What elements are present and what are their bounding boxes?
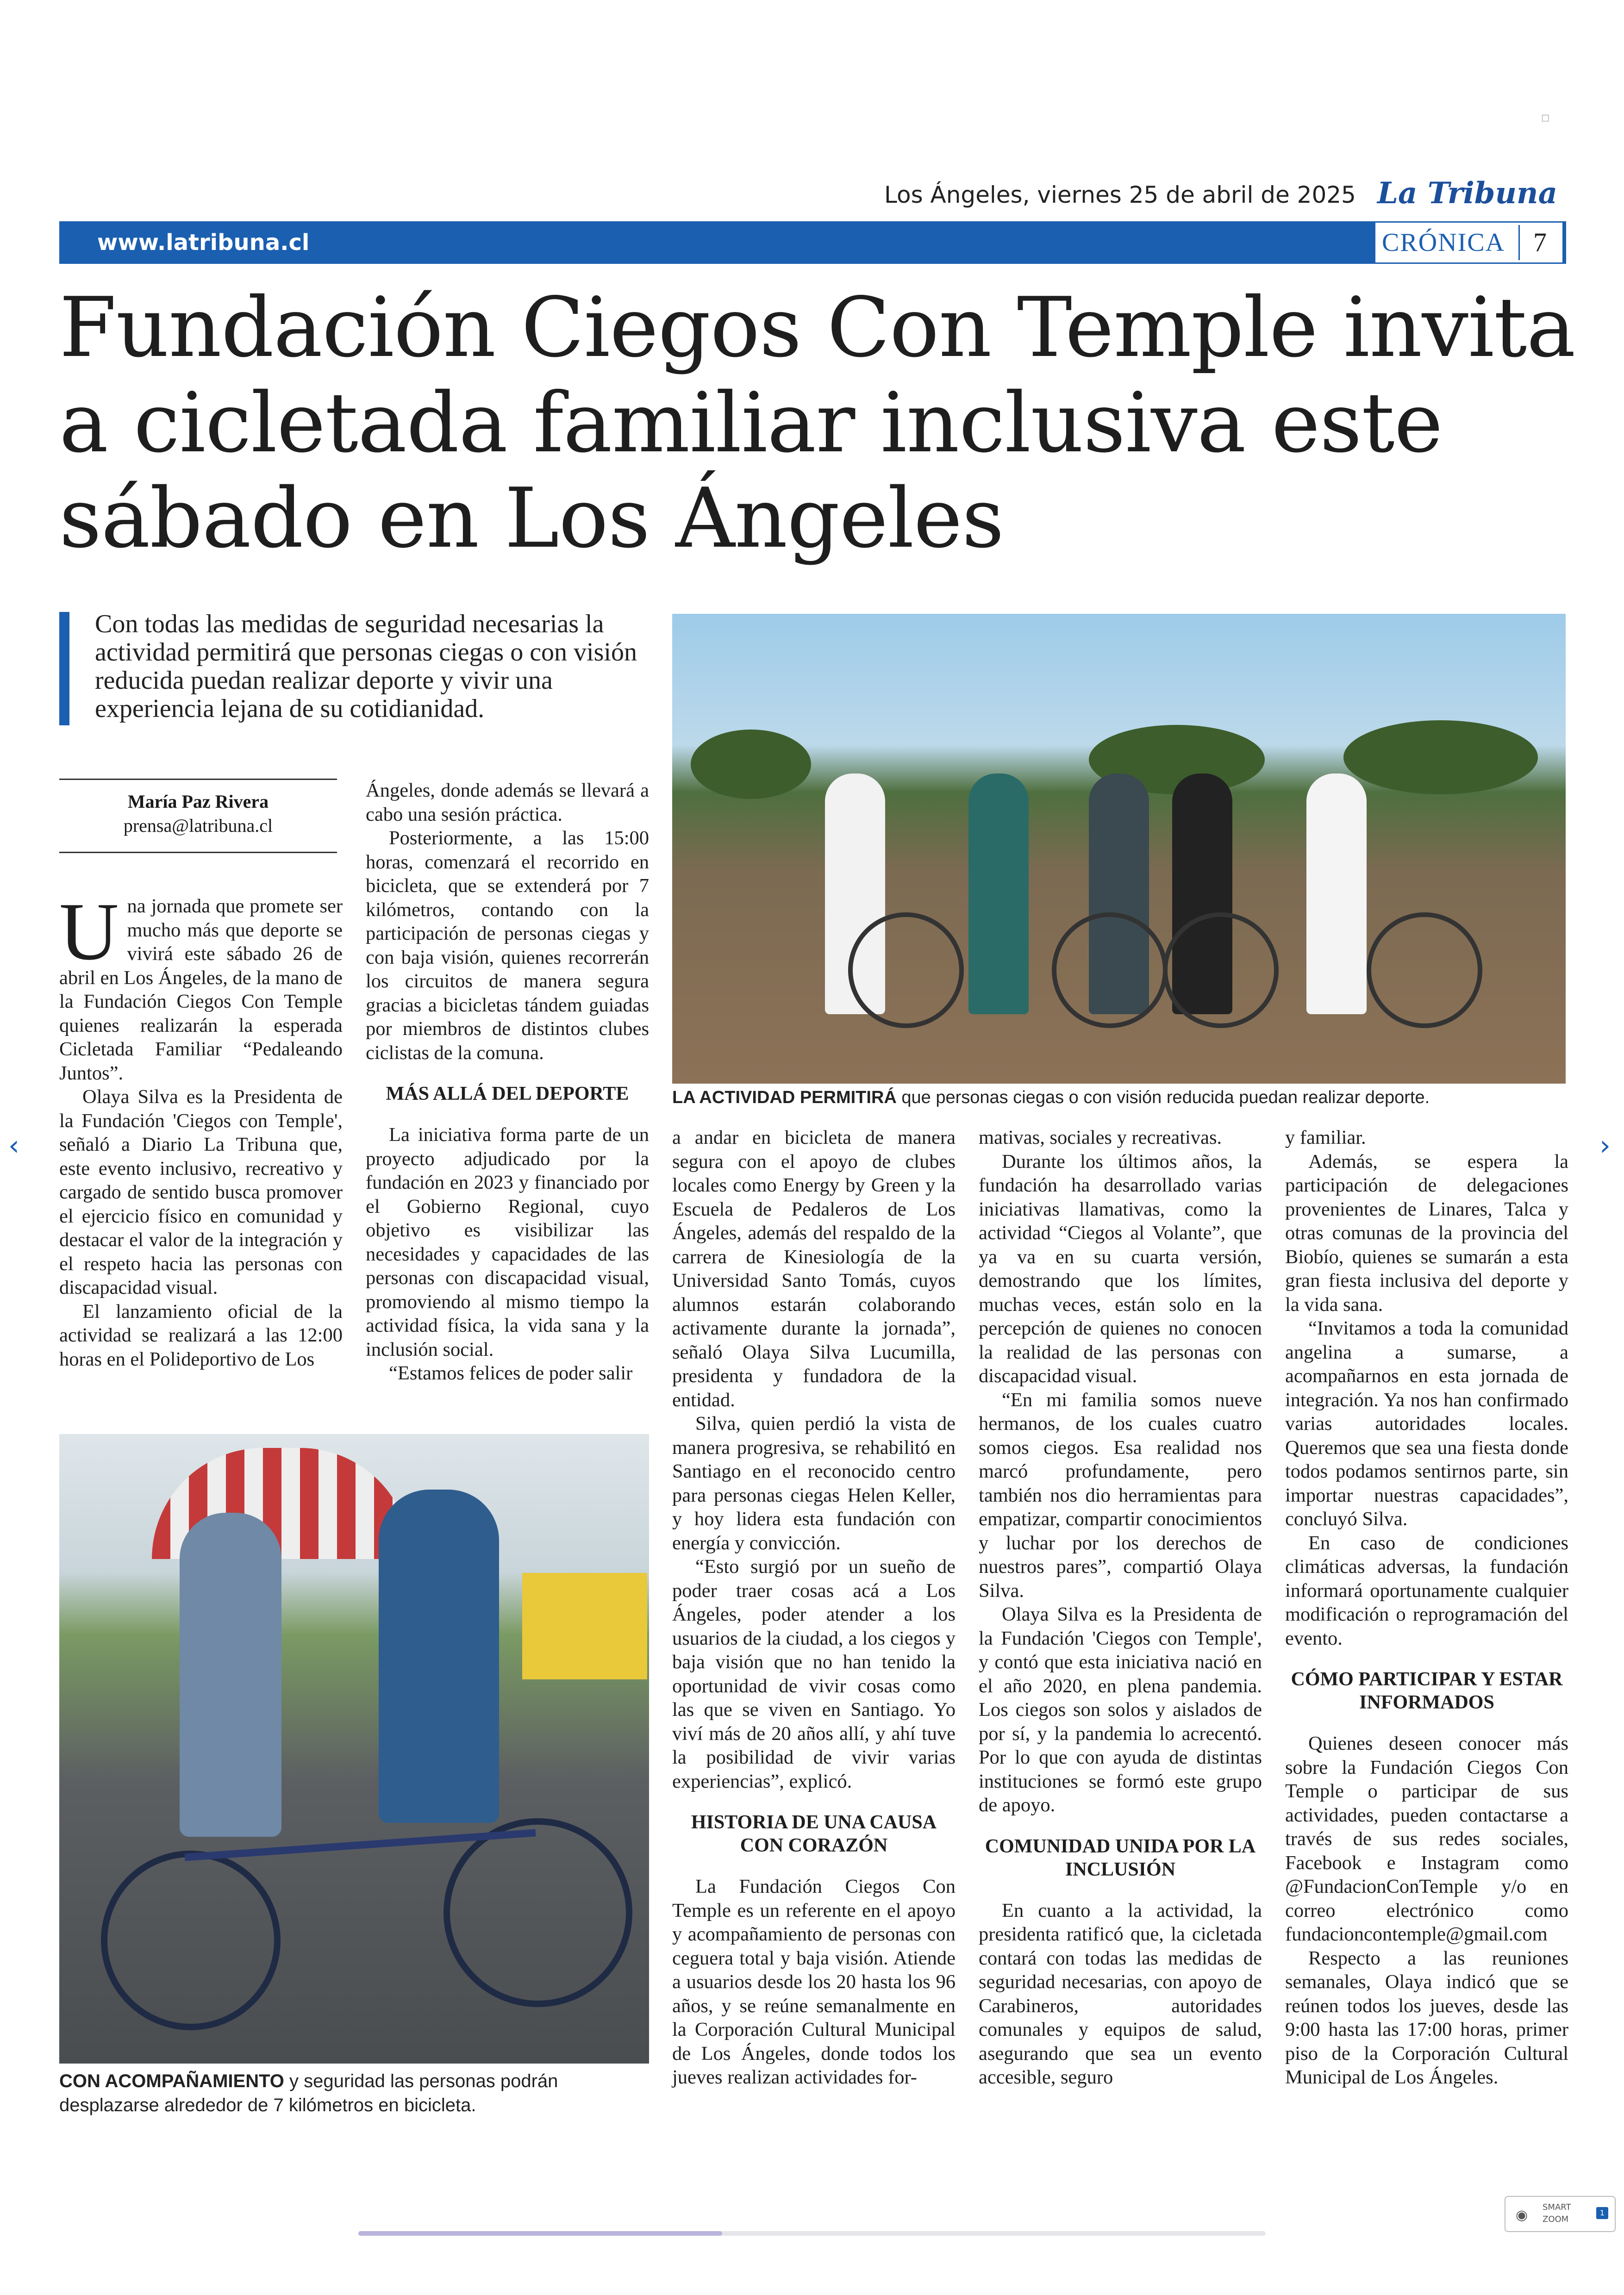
paragraph: En caso de condiciones climáticas adversas, la fundación informará oportunamente cualquier modificación o reprogramación del evento. bbox=[1285, 1532, 1568, 1649]
subhead: HISTORIA DE UNA CAUSA CON CORAZÓN bbox=[691, 1812, 937, 1856]
paragraph: El lanzamiento oficial de la actividad se realizará a las 12:00 horas en el Polideportivo de Los bbox=[59, 1300, 343, 1370]
paragraph: a andar en bicicleta de manera segura con el apoyo de clubes locales como Energy by Green y la Escuela de Pedaleros de Los Ángeles, además del respaldo de la carrera de Kinesiología de la Universidad Santo Tomás, cuyos alumnos estarán colaborando activamente durante la jornada”, señaló Olaya Silva Lucumilla, presidenta y fundadora de la entidad. bbox=[672, 1127, 956, 1411]
page-number: 7 bbox=[1533, 227, 1547, 257]
article-column-4 bbox=[979, 1126, 1262, 2089]
eye-icon: ◉ bbox=[1516, 2207, 1528, 2223]
article-column-3 bbox=[672, 1126, 956, 2089]
paragraph: Silva, quien perdió la vista de manera progresiva, se rehabilitó en Santiago en el reconocido centro para personas ciegas Helen Keller, y hoy lidera esta fundación con energía y convicción. bbox=[672, 1413, 956, 1554]
lede-text: Con todas las medidas de seguridad necesarias la actividad permitirá que personas ciegas o con visión reducida puedan realizar deporte y vivir una experiencia lejana de su cotidianidad. bbox=[95, 610, 637, 723]
main-photo-caption-text: que personas ciegas o con visión reducida puedan realizar deporte. bbox=[896, 1088, 1430, 1107]
article-column-5 bbox=[1285, 1126, 1568, 2089]
lede-accent-bar bbox=[59, 612, 69, 725]
author-name: María Paz Rivera bbox=[127, 791, 269, 812]
paragraph: Durante los últimos años, la fundación ha desarrollado varias iniciativas llamativas, como la actividad “Ciegos al Volante”, que ya va en su cuarta versión, demostrando que los límites, muchas veces, están solo en la percepción de quienes no conocen la realidad de las personas con discapacidad visual. bbox=[979, 1150, 1262, 1387]
paragraph: Quienes deseen conocer más sobre la Fundación Ciegos Con Temple o participar de sus actividades, pueden contactarse a través de sus redes sociales, Facebook e Instagram como @FundacionConTemple y/o en correo electrónico como fundacioncontemple@gmail.com bbox=[1285, 1733, 1568, 1945]
paragraph: “Esto surgió por un sueño de poder traer cosas acá a Los Ángeles, poder atender a los usuarios de la ciudad, a los ciegos y baja visión que no han tenido la oportunidad de vivir cosas como las que se viven en Santiago. Yo viví más de 20 años allí, y ahí tuve la posibilidad de vivir varias experiencias”, explicó. bbox=[672, 1556, 956, 1792]
drop-cap: U bbox=[59, 886, 119, 977]
paragraph: Posteriormente, a las 15:00 horas, comenzará el recorrido en bicicleta, que se extenderá por 7 kilómetros, contando con la participación de personas ciegas y con baja visión, quienes recorrerán los circuitos de manera segura gracias a bicicletas tándem guiadas por miembros de distintos clubes ciclistas de la comuna. bbox=[366, 827, 649, 1064]
headline-line-3: sábado en Los Ángeles bbox=[59, 470, 1004, 566]
tandem-photo-caption-lead: CON ACOMPAÑAMIENTO bbox=[59, 2071, 284, 2091]
main-photo[interactable] bbox=[672, 614, 1566, 1084]
main-photo-caption bbox=[672, 1088, 1566, 1108]
page-scrollbar-thumb[interactable] bbox=[358, 2231, 722, 2236]
paragraph: La Fundación Ciegos Con Temple es un referente en el apoyo y acompañamiento de personas con ceguera total y baja visión. Atiende a usuarios desde los 20 hasta los 96 años, y se reúne semanalmente en la Corporación Cultural Municipal de Los Ángeles, donde todos los jueves realizan actividades for- bbox=[672, 1876, 956, 2088]
paragraph: Una jornada que promete ser mucho más que deporte se vivirá este sábado 26 de abril en Los Ángeles, de la mano de la Fundación Ciegos Con Temple quienes realizarán la esperada Cicletada Familiar “Pedaleando Juntos”. bbox=[59, 886, 343, 1084]
tandem-bike-photo[interactable] bbox=[59, 1434, 649, 2064]
paragraph: Además, se espera la participación de delegaciones provenientes de Linares, Talca y otras comunas de la provincia del Biobío, quienes se sumarán a esta gran fiesta inclusiva del deporte y la vida sana. bbox=[1285, 1150, 1568, 1316]
paragraph: mativas, sociales y recreativas. bbox=[979, 1127, 1222, 1148]
paragraph: Ángeles, donde además se llevará a cabo una sesión práctica. bbox=[366, 780, 649, 825]
subhead: CÓMO PARTICIPAR Y ESTAR INFORMADOS bbox=[1291, 1669, 1563, 1713]
article-column-2 bbox=[366, 779, 649, 1385]
byline-rule-top bbox=[59, 779, 337, 780]
subhead: MÁS ALLÁ DEL DEPORTE bbox=[386, 1083, 629, 1104]
paragraph: Olaya Silva es la Presidenta de la Fundación 'Ciegos con Temple', señaló a Diario La Tribuna que, este evento inclusivo, recreativo y cargado de sentido busca promover el ejercicio físico en comunidad y destacar el valor de la integración y el respeto hacia las personas con discapacidad visual. bbox=[59, 1086, 343, 1298]
page-marker-icon: ▫ bbox=[1541, 109, 1550, 125]
section-divider bbox=[1518, 225, 1520, 260]
article-column-1 bbox=[59, 886, 343, 1371]
page-count-icon: 1 bbox=[1596, 2207, 1608, 2219]
paragraph: La iniciativa forma parte de un proyecto adjudicado por la fundación en 2023 y financiado por el Gobierno Regional, cuyo objetivo es visibilizar las necesidades y capacidades de las personas con discapacidad visual, promoviendo al mismo tiempo la actividad física, la vida sana y la inclusión social. bbox=[366, 1124, 649, 1360]
edition-date: Los Ángeles, viernes 25 de abril de 2025 bbox=[884, 181, 1356, 208]
paragraph: “Invitamos a toda la comunidad angelina a sumarse, a acompañarnos en esta jornada de integración. Ya nos han confirmado varias autoridades locales. Queremos que sea una fiesta donde todos podamos sentirnos parte, sin importar nuestras capacidades”, concluyó Silva. bbox=[1285, 1317, 1568, 1530]
author-email[interactable]: prensa@latribuna.cl bbox=[123, 815, 273, 836]
paragraph: Respecto a las reuniones semanales, Olaya indicó que se reúnen todos los jueves, desde las 9:00 hasta las 17:00 horas, primer piso de la Corporación Cultural Municipal de Los Ángeles. bbox=[1285, 1947, 1568, 2088]
paragraph: En cuanto a la actividad, la presidenta ratificó que, la cicletada contará con todas las medidas de seguridad necesarias, con apoyo de Carabineros, autoridades comunales y equipos de salud, asegurando que sea un evento accesible, seguro bbox=[979, 1899, 1262, 2088]
site-url-link[interactable]: www.latribuna.cl bbox=[97, 230, 310, 256]
paragraph: “Estamos felices de poder salir bbox=[389, 1362, 633, 1384]
paragraph: y familiar. bbox=[1285, 1127, 1366, 1148]
zoom-label-line-1: SMART bbox=[1543, 2202, 1571, 2212]
paragraph: “En mi familia somos nueve hermanos, de los cuales cuatro somos ciegos. Esa realidad nos marcó profundamente, pero también nos dio herramientas para empatizar, compartir conocimientos y luchar por los derechos de nuestros pares”, compartió Olaya Silva. bbox=[979, 1389, 1262, 1602]
headline-line-2: a cicletada familiar inclusiva este bbox=[59, 375, 1443, 471]
next-page-chevron-icon[interactable]: › bbox=[1599, 1129, 1611, 1162]
newspaper-logo[interactable]: La Tribuna bbox=[1377, 176, 1558, 211]
zoom-label-line-2: ZOOM bbox=[1543, 2214, 1569, 2224]
headline-line-1: Fundación Ciegos Con Temple invita bbox=[59, 280, 1575, 375]
tandem-photo-caption bbox=[59, 2069, 649, 2117]
smart-zoom-widget[interactable] bbox=[1505, 2196, 1616, 2232]
section-label: CRÓNICA bbox=[1382, 228, 1505, 257]
headline bbox=[59, 280, 1575, 566]
tandem-photo-caption-text: y seguridad las personas podrán desplazarse alrededor de 7 kilómetros en bicicleta. bbox=[59, 2071, 558, 2115]
main-photo-caption-lead: LA ACTIVIDAD PERMITIRÁ bbox=[672, 1088, 897, 1107]
subhead: COMUNIDAD UNIDA POR LA INCLUSIÓN bbox=[985, 1835, 1256, 1880]
byline-rule-bottom bbox=[59, 852, 337, 853]
paragraph: Olaya Silva es la Presidenta de la Fundación 'Ciegos con Temple', y contó que esta iniciativa nació en el año 2020, en plena pandemia. Los ciegos son solos y aislados de por sí, y la pandemia lo acrecentó. Por lo que con ayuda de distintas instituciones se formó este grupo de apoyo. bbox=[979, 1603, 1262, 1816]
previous-page-chevron-icon[interactable]: ‹ bbox=[8, 1129, 19, 1162]
